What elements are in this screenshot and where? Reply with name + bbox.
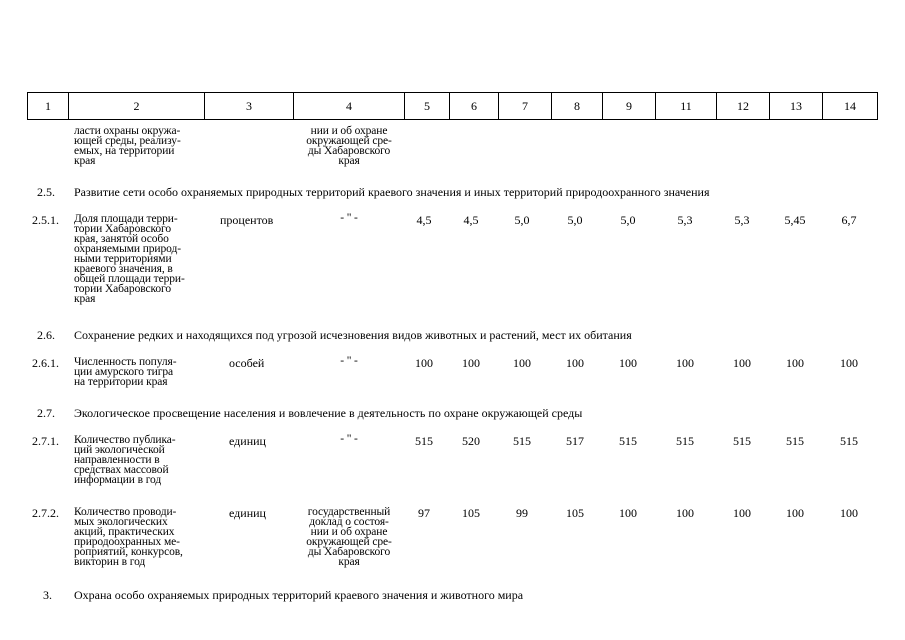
header-cell: 8 [552,93,603,119]
continuation-source: нии и об охране окружающей сре- ды Хабаровского края [306,125,392,167]
header-cell: 11 [656,93,717,119]
row-value: 4,5 [463,213,479,227]
row-value: 5,3 [677,213,693,227]
header-cell: 14 [844,99,856,113]
row-unit: процентов [220,213,274,227]
row-value: 100 [786,506,804,520]
row-source: государственный доклад о состоя- нии и об охране окружающей сре- ды Хабаровского края [306,506,392,568]
section-number: 3. [43,588,52,602]
row-unit: особей [229,356,265,370]
row-value: 100 [840,356,858,370]
row-name: Численность популя- ции амурского тигра на территории края [74,356,177,388]
section-title: Экологическое просвещение населения и вовлечение в деятельность по охране окружающей среды [74,406,583,420]
row-value: 100 [676,356,694,370]
table-header-row [27,92,878,120]
header-cell: 12 [717,93,770,119]
header-cell: 13 [770,93,823,119]
row-name: Количество публика- ций экологической направленности в средствах массовой информации в год [74,434,176,486]
row-source: - " - [340,433,358,445]
row-source: - " - [340,212,358,224]
header-cell: 5 [405,93,450,119]
header-cell: 9 [603,93,656,119]
row-value: 100 [676,506,694,520]
section-title: Охрана особо охраняемых природных территорий краевого значения и животного мира [74,588,524,602]
row-unit: единиц [229,434,266,448]
row-value: 517 [566,434,584,448]
row-value: 100 [619,506,637,520]
section-number: 2.6. [37,328,55,342]
row-value: 100 [619,356,637,370]
header-cell: 4 [294,93,405,119]
row-value: 515 [415,434,433,448]
header-cell: 1 [28,93,69,119]
row-value: 105 [566,506,584,520]
row-name: Доля площади терри- тории Хабаровского края, занятой особо охраняемыми природ- ными территориями краевого значения, в общей площади терри- тории Хабаровского края [74,213,185,305]
header-cell: 7 [499,93,552,119]
row-value: 515 [840,434,858,448]
row-value: 4,5 [416,213,432,227]
row-value: 100 [415,356,433,370]
row-value: 520 [462,434,480,448]
row-value: 5,45 [784,213,806,227]
section-number: 2.7. [37,406,55,420]
row-value: 100 [513,356,531,370]
row-number: 2.6.1. [32,356,59,370]
section-title: Сохранение редких и находящихся под угрозой исчезновения видов животных и растений, мест их обитания [74,328,632,342]
header-cell: 2 [69,93,205,119]
header-cell: 3 [205,93,294,119]
row-value: 100 [733,356,751,370]
section-number: 2.5. [37,185,55,199]
row-number: 2.7.1. [32,434,59,448]
row-unit: единиц [229,506,266,520]
row-value: 5,0 [514,213,530,227]
row-value: 6,7 [841,213,857,227]
row-name: Количество проводи- мых экологических акций, практических природоохранных ме- роприятий, конкурсов, викторин в год [74,506,183,568]
row-value: 100 [733,506,751,520]
row-value: 515 [619,434,637,448]
row-value: 5,0 [567,213,583,227]
row-value: 100 [566,356,584,370]
section-title: Развитие сети особо охраняемых природных территорий краевого значения и иных территорий природоохранного значения [74,185,710,199]
row-value: 515 [513,434,531,448]
row-value: 105 [462,506,480,520]
row-value: 5,0 [620,213,636,227]
row-value: 5,3 [734,213,750,227]
continuation-name: ласти охраны окружа- ющей среды, реализу- емых, на территории края [74,125,181,167]
row-source: - " - [340,355,358,367]
header-cell: 6 [450,93,499,119]
row-value: 97 [418,506,430,520]
row-value: 100 [840,506,858,520]
row-value: 99 [516,506,528,520]
row-value: 515 [733,434,751,448]
row-number: 2.7.2. [32,506,59,520]
row-value: 100 [462,356,480,370]
row-value: 100 [786,356,804,370]
row-value: 515 [786,434,804,448]
row-number: 2.5.1. [32,213,59,227]
row-value: 515 [676,434,694,448]
